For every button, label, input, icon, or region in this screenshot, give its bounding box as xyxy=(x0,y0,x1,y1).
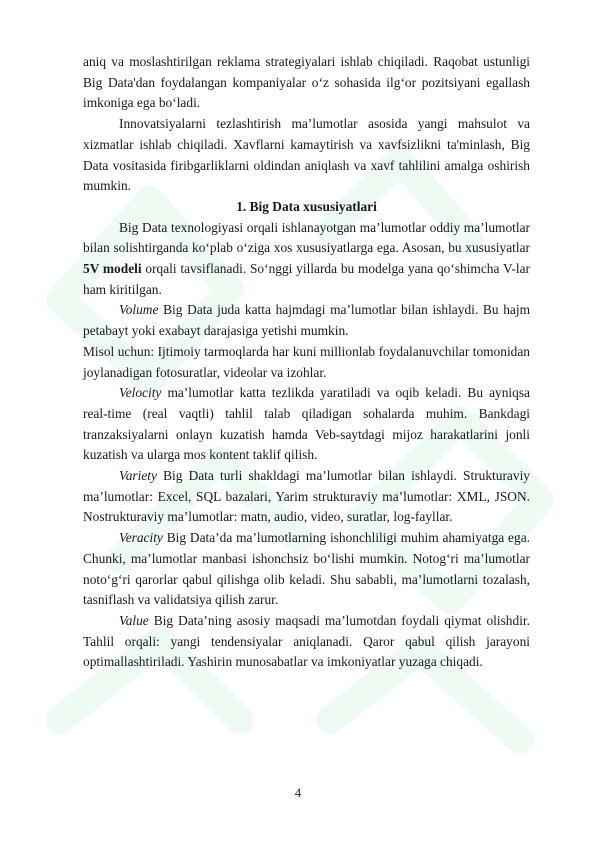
term-5v-model: 5V modeli xyxy=(83,261,142,277)
term-velocity: Velocity xyxy=(119,385,162,401)
document-body xyxy=(83,52,530,673)
term-variety: Variety xyxy=(119,468,157,484)
paragraph-innovation: Innovatsiyalarni tezlashtirish ma’lumotlar asosida yangi mahsulot va xizmatlar ishlab chiqiladi. Xavflarni kamaytirish va xavfsizlikni ta'minlash, Big Data vositasida firibgarliklarni oldindan aniqlash va xavf tahlilini amalga oshirish mumkin. xyxy=(83,116,530,194)
term-value: Value xyxy=(119,612,149,628)
section-heading: 1. Big Data xususiyatlari xyxy=(236,198,377,214)
paragraph-variety xyxy=(83,466,530,528)
paragraph-volume xyxy=(83,300,530,341)
volume-text: Big Data juda katta hajmdagi ma’lumotlar bilan ishlaydi. Bu hajm petabayt yoki exabayt darajasiga yetishi mumkin. xyxy=(83,302,530,339)
value-text: Big Data’ning asosiy maqsadi ma’lumotdan foydali qiymat olishdir. Tahlil orqali: yangi tendensiyalar aniqlanadi. Qaror qabul qilish jarayoni optimallashtiriladi. Yashirin munosabatlar va imkoniyatlar yuzaga chiqadi. xyxy=(83,612,530,670)
paragraph-velocity xyxy=(83,383,530,466)
paragraph-value xyxy=(83,611,530,673)
paragraph-example: Misol uchun: Ijtimoiy tarmoqlarda har kuni millionlab foydalanuvchilar tomonidan joylanadigan fotosuratlar, videolar va izohlar. xyxy=(83,343,530,380)
paragraph-intro-continued: aniq va moslashtirilgan reklama strategiyalari ishlab chiqiladi. Raqobat ustunligi Big Data'dan foydalangan kompaniyalar o‘z sohasida ilg‘or pozitsiyani egallash imkoniga ega bo‘ladi. xyxy=(83,54,530,111)
variety-text: Big Data turli shakldagi ma’lumotlar bilan ishlaydi. Strukturaviy ma’lumotlar: Excel, SQL bazalari, Yarim strukturaviy ma’lumotlar: XML, JSON. Nostrukturaviy ma’lumotlar: matn, audio, video, suratlar, log-fayllar. xyxy=(83,468,530,525)
velocity-text: ma’lumotlar katta tezlikda yaratiladi va oqib keladi. Bu ayniqsa real-time (real vaqtli) tahlil talab qiladigan sohalarda muhim. Bankdagi tranzaksiyalarni onlayn kuzatish hamda Veb-saytdagi mijoz harakatlarini jonli kuzatish va ularga mos kontent taklif qilish. xyxy=(83,385,530,463)
paragraph-5v-rest: orqali tavsiflanadi. So‘nggi yillarda bu modelga yana qo‘shimcha V-lar ham kiritilgan. xyxy=(83,261,530,297)
term-volume: Volume xyxy=(119,302,159,318)
page-number: 4 xyxy=(294,786,302,800)
paragraph-5v-intro xyxy=(83,218,530,301)
term-veracity: Veracity xyxy=(119,530,163,546)
paragraph-5v-text: Big Data texnologiyasi orqali ishlanayotgan ma’lumotlar oddiy ma’lumotlar bilan solishtirganda ko‘plab o‘ziga xos xususiyatlarga ega. Asosan, bu xususiyatlar xyxy=(83,219,530,256)
paragraph-veracity xyxy=(83,528,530,611)
veracity-text: Big Data’da ma’lumotlarning ishonchliligi muhim ahamiyatga ega. Chunki, ma’lumotlar manbasi ishonchsiz bo‘lishi mumkin. Notog‘ri ma’lumotlar noto‘g‘ri qarorlar qabul qilishga olib keladi. Shu sababli, ma’lumotlarni tozalash, tasniflash va validatsiya qilish zarur. xyxy=(83,530,530,608)
